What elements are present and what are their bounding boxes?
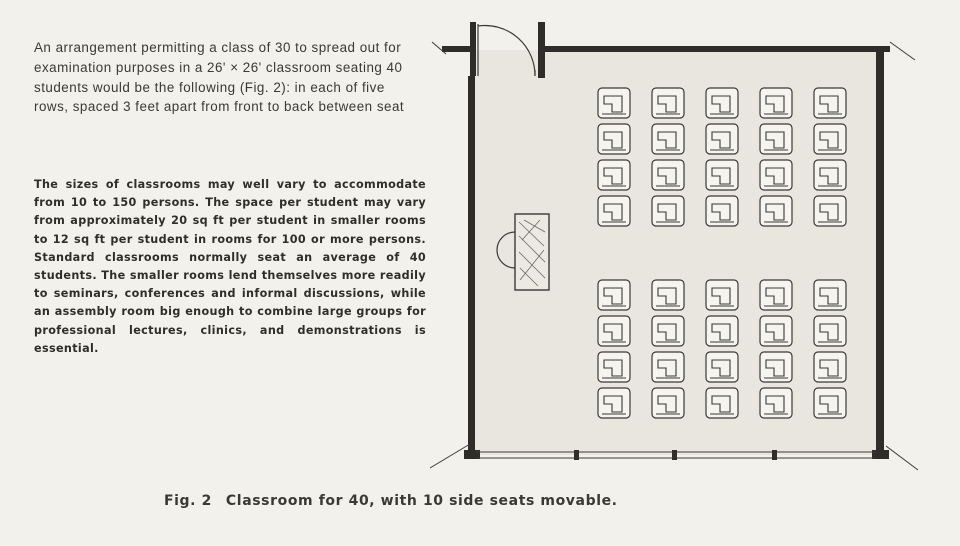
student-seat <box>706 388 738 418</box>
student-seat <box>706 196 738 226</box>
student-seat <box>760 316 792 346</box>
top-wall-right <box>538 46 890 52</box>
window-mullion <box>772 450 777 460</box>
student-seat <box>706 160 738 190</box>
student-seat <box>814 388 846 418</box>
student-seat <box>814 316 846 346</box>
student-seat <box>652 196 684 226</box>
student-seat <box>814 280 846 310</box>
student-seat <box>760 352 792 382</box>
intro-paragraph: An arrangement permitting a class of 30 to spread out for examination purposes in a 26' × 26' classroom seating 40 students would be the following (Fig. 2): in each of five rows, spaced 3 feet apart from front to back between seat <box>34 40 405 115</box>
student-seat <box>760 160 792 190</box>
student-seat <box>760 280 792 310</box>
classroom-sizes-paragraph: The sizes of classrooms may well vary to accommodate from 10 to 150 persons. The space per student may vary from approximately 20 sq ft per student in smaller rooms to 12 sq ft per student in rooms for 100 or more persons. Standard classrooms normally seat an average of 40 students. The smaller rooms lend themselves more readily to seminars, conferences and informal discussions, while an assembly room big enough to combine large groups for professional lectures, clinics, and demonstrations is essential. <box>34 178 426 355</box>
dim-tick-bottom-right <box>886 446 918 470</box>
student-seat <box>652 352 684 382</box>
figure-number: Fig. 2 <box>164 493 212 509</box>
student-seat <box>760 388 792 418</box>
student-seat <box>706 280 738 310</box>
student-seat <box>706 352 738 382</box>
dim-tick-top-right <box>890 42 915 60</box>
student-seat <box>598 88 630 118</box>
student-seat <box>814 124 846 154</box>
window-mullion <box>672 450 677 460</box>
student-seat <box>760 124 792 154</box>
student-seat <box>706 316 738 346</box>
student-seat <box>598 124 630 154</box>
figure-caption <box>164 493 618 509</box>
student-seat <box>598 352 630 382</box>
student-seat <box>652 88 684 118</box>
figure-caption-text: Classroom for 40, with 10 side seats movable. <box>225 493 618 509</box>
student-seat <box>598 388 630 418</box>
student-seat <box>760 88 792 118</box>
right-wall <box>876 46 884 458</box>
left-wall <box>468 76 475 458</box>
student-seat <box>760 196 792 226</box>
student-seat <box>652 124 684 154</box>
student-seat <box>706 88 738 118</box>
desk-top <box>515 214 549 290</box>
student-seat <box>598 280 630 310</box>
door-jamb-left <box>470 22 476 76</box>
student-seat <box>652 160 684 190</box>
student-seat <box>598 160 630 190</box>
student-seat <box>652 388 684 418</box>
student-seat <box>706 124 738 154</box>
student-seat <box>814 352 846 382</box>
student-seat <box>814 88 846 118</box>
student-seat <box>652 316 684 346</box>
window-mullion <box>574 450 579 460</box>
student-seat <box>598 196 630 226</box>
student-seat <box>814 160 846 190</box>
student-seat <box>652 280 684 310</box>
student-seat <box>814 196 846 226</box>
student-seat <box>598 316 630 346</box>
